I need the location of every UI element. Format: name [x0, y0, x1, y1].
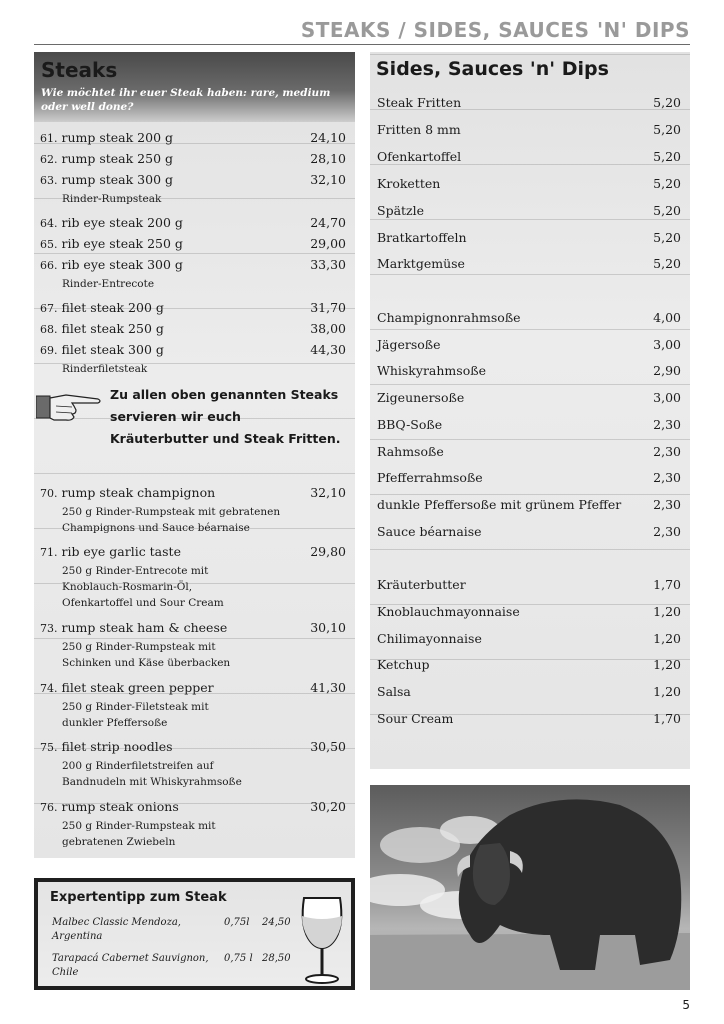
item-description: 250 g Rinder-Rumpsteak mit gebratenen Champignons und Sauce béarnaise	[62, 506, 281, 534]
side-name: Ketchup	[377, 657, 430, 672]
side-item	[377, 604, 681, 624]
side-name: Marktgemüse	[377, 256, 465, 271]
side-price: 2,90	[653, 363, 681, 378]
item-description: 250 g Rinder-Filetsteak mit dunkler Pfeffersoße	[62, 701, 209, 729]
side-item	[377, 631, 681, 651]
menu-item	[40, 680, 346, 731]
side-item	[377, 337, 681, 357]
bison-photo	[370, 785, 690, 990]
steaks-panel	[34, 52, 355, 858]
item-price: 33,30	[310, 257, 346, 272]
menu-item	[40, 172, 346, 207]
side-price: 5,20	[653, 176, 681, 191]
item-name: filet steak 300 g	[61, 342, 164, 357]
side-name: Jägersoße	[377, 337, 441, 352]
side-price: 2,30	[653, 524, 681, 539]
menu-item	[40, 300, 346, 319]
item-number: 64.	[40, 217, 58, 230]
steaks-title: Steaks	[41, 58, 118, 82]
item-price: 30,50	[310, 739, 346, 754]
item-description: Rinder-Entrecote	[62, 278, 155, 290]
item-name: rib eye steak 250 g	[61, 236, 183, 251]
side-item	[377, 684, 681, 704]
side-name: Sour Cream	[377, 711, 454, 726]
wine-name: Tarapacá Cabernet Sauvignon, Chile	[52, 953, 209, 978]
side-price: 5,20	[653, 95, 681, 110]
menu-item	[40, 620, 346, 671]
item-name: rump steak onions	[61, 799, 179, 814]
wine-price: 28,50	[262, 953, 291, 964]
item-name: rump steak 300 g	[61, 172, 174, 187]
item-name: rump steak 200 g	[61, 130, 174, 145]
item-description: 200 g Rinderfiletstreifen auf Bandnudeln mit Whiskyrahmsoße	[62, 760, 242, 788]
bison-icon	[370, 785, 690, 990]
side-price: 1,20	[653, 684, 681, 699]
menu-item	[40, 544, 346, 611]
item-price: 32,10	[310, 485, 346, 500]
side-price: 1,20	[653, 657, 681, 672]
item-description: 250 g Rinder-Rumpsteak mit Schinken und Käse überbacken	[62, 641, 231, 669]
side-price: 4,00	[653, 310, 681, 325]
item-name: filet steak green pepper	[61, 680, 214, 695]
item-price: 32,10	[310, 172, 346, 187]
item-number: 69.	[40, 344, 58, 357]
side-item	[377, 524, 681, 544]
side-name: Whiskyrahmsoße	[377, 363, 486, 378]
menu-item	[40, 799, 346, 850]
side-price: 1,20	[653, 631, 681, 646]
wine-glass-icon	[296, 894, 348, 986]
side-name: Chilimayonnaise	[377, 631, 482, 646]
item-description: 250 g Rinder-Entrecote mit Knoblauch-Rosmarin-Öl, Ofenkartoffel und Sour Cream	[62, 565, 224, 609]
side-name: Kroketten	[377, 176, 441, 191]
item-name: rump steak champignon	[61, 485, 216, 500]
item-price: 38,00	[310, 321, 346, 336]
item-number: 66.	[40, 259, 58, 272]
menu-item	[40, 739, 346, 790]
side-item	[377, 390, 681, 410]
side-item	[377, 176, 681, 196]
item-name: rump steak ham & cheese	[61, 620, 228, 635]
side-price: 1,20	[653, 604, 681, 619]
side-name: Fritten 8 mm	[377, 122, 461, 137]
item-price: 24,70	[310, 215, 346, 230]
side-name: Salsa	[377, 684, 411, 699]
item-price: 31,70	[310, 300, 346, 315]
item-name: filet steak 200 g	[61, 300, 164, 315]
wine-volume: 0,75 l	[224, 953, 253, 964]
item-price: 41,30	[310, 680, 346, 695]
page-header	[34, 18, 690, 45]
item-name: rib eye steak 200 g	[61, 215, 183, 230]
sides-panel	[370, 52, 690, 769]
item-name: rib eye steak 300 g	[61, 257, 183, 272]
item-number: 67.	[40, 302, 58, 315]
item-price: 44,30	[310, 342, 346, 357]
item-number: 63.	[40, 174, 58, 187]
side-name: Ofenkartoffel	[377, 149, 462, 164]
item-name: rump steak 250 g	[61, 151, 174, 166]
menu-item	[40, 321, 346, 340]
item-number: 76.	[40, 801, 58, 814]
wine-item	[52, 952, 302, 982]
side-item	[377, 497, 681, 517]
side-name: Zigeunersoße	[377, 390, 465, 405]
side-price: 5,20	[653, 122, 681, 137]
side-item	[377, 95, 681, 115]
side-price: 2,30	[653, 497, 681, 512]
menu-item	[40, 130, 346, 149]
wine-name: Malbec Classic Mendoza, Argentina	[52, 917, 181, 942]
item-price: 30,10	[310, 620, 346, 635]
steak-notice	[34, 384, 355, 450]
side-price: 5,20	[653, 203, 681, 218]
item-description: Rinder-Rumpsteak	[62, 193, 162, 205]
side-name: Rahmsoße	[377, 444, 444, 459]
side-name: BBQ-Soße	[377, 417, 443, 432]
item-description: 250 g Rinder-Rumpsteak mit gebratenen Zwiebeln	[62, 820, 216, 848]
wine-item	[52, 916, 302, 946]
menu-item	[40, 342, 346, 377]
item-price: 30,20	[310, 799, 346, 814]
menu-item	[40, 215, 346, 234]
side-price: 5,20	[653, 149, 681, 164]
side-name: Bratkartoffeln	[377, 230, 467, 245]
item-number: 73.	[40, 622, 58, 635]
item-price: 29,00	[310, 236, 346, 251]
side-item	[377, 417, 681, 437]
item-price: 29,80	[310, 544, 346, 559]
menu-item	[40, 151, 346, 170]
item-name: filet strip noodles	[61, 739, 173, 754]
side-price: 5,20	[653, 256, 681, 271]
page-header-title: STEAKS / SIDES, SAUCES 'N' DIPS	[300, 18, 690, 42]
item-number: 61.	[40, 132, 58, 145]
side-item	[377, 310, 681, 330]
menu-item	[40, 257, 346, 292]
menu-item	[40, 236, 346, 255]
side-name: Kräuterbutter	[377, 577, 466, 592]
notice-text: Zu allen oben genannten Steaks servieren wir euch Kräuterbutter und Steak Fritten.	[110, 387, 341, 446]
side-name: Knoblauchmayonnaise	[377, 604, 520, 619]
steaks-header	[34, 52, 355, 122]
side-name: Pfefferrahmsoße	[377, 470, 483, 485]
side-price: 2,30	[653, 417, 681, 432]
side-item	[377, 230, 681, 250]
steaks-subtitle: Wie möchtet ihr euer Steak haben: rare, medium oder well done?	[41, 87, 331, 113]
side-item	[377, 256, 681, 276]
side-name: dunkle Pfeffersoße mit grünem Pfeffer	[377, 497, 622, 512]
item-price: 24,10	[310, 130, 346, 145]
expert-tip-box	[34, 878, 355, 990]
wine-price: 24,50	[262, 917, 291, 928]
side-price: 1,70	[653, 577, 681, 592]
expert-tip-title: Expertentipp zum Steak	[50, 890, 227, 905]
side-price: 3,00	[653, 390, 681, 405]
side-item	[377, 577, 681, 597]
item-name: rib eye garlic taste	[61, 544, 181, 559]
item-name: filet steak 250 g	[61, 321, 164, 336]
side-price: 3,00	[653, 337, 681, 352]
side-price: 5,20	[653, 230, 681, 245]
side-price: 2,30	[653, 470, 681, 485]
side-item	[377, 470, 681, 490]
side-item	[377, 149, 681, 169]
sides-title: Sides, Sauces 'n' Dips	[376, 58, 609, 80]
side-item	[377, 122, 681, 142]
item-number: 75.	[40, 741, 58, 754]
side-name: Champignonrahmsoße	[377, 310, 521, 325]
item-number: 74.	[40, 682, 58, 695]
item-number: 71.	[40, 546, 58, 559]
item-number: 65.	[40, 238, 58, 251]
side-item	[377, 711, 681, 731]
item-price: 28,10	[310, 151, 346, 166]
item-number: 70.	[40, 487, 58, 500]
menu-item	[40, 485, 346, 536]
page-number: 5	[682, 998, 690, 1012]
side-name: Steak Fritten	[377, 95, 462, 110]
item-number: 62.	[40, 153, 58, 166]
side-item	[377, 444, 681, 464]
side-item	[377, 363, 681, 383]
side-price: 1,70	[653, 711, 681, 726]
side-name: Sauce béarnaise	[377, 524, 482, 539]
side-item	[377, 203, 681, 223]
wine-volume: 0,75l	[224, 917, 250, 928]
side-name: Spätzle	[377, 203, 425, 218]
pointing-hand-icon	[36, 390, 102, 424]
side-item	[377, 657, 681, 677]
item-number: 68.	[40, 323, 58, 336]
side-price: 2,30	[653, 444, 681, 459]
item-description: Rinderfiletsteak	[62, 363, 148, 375]
